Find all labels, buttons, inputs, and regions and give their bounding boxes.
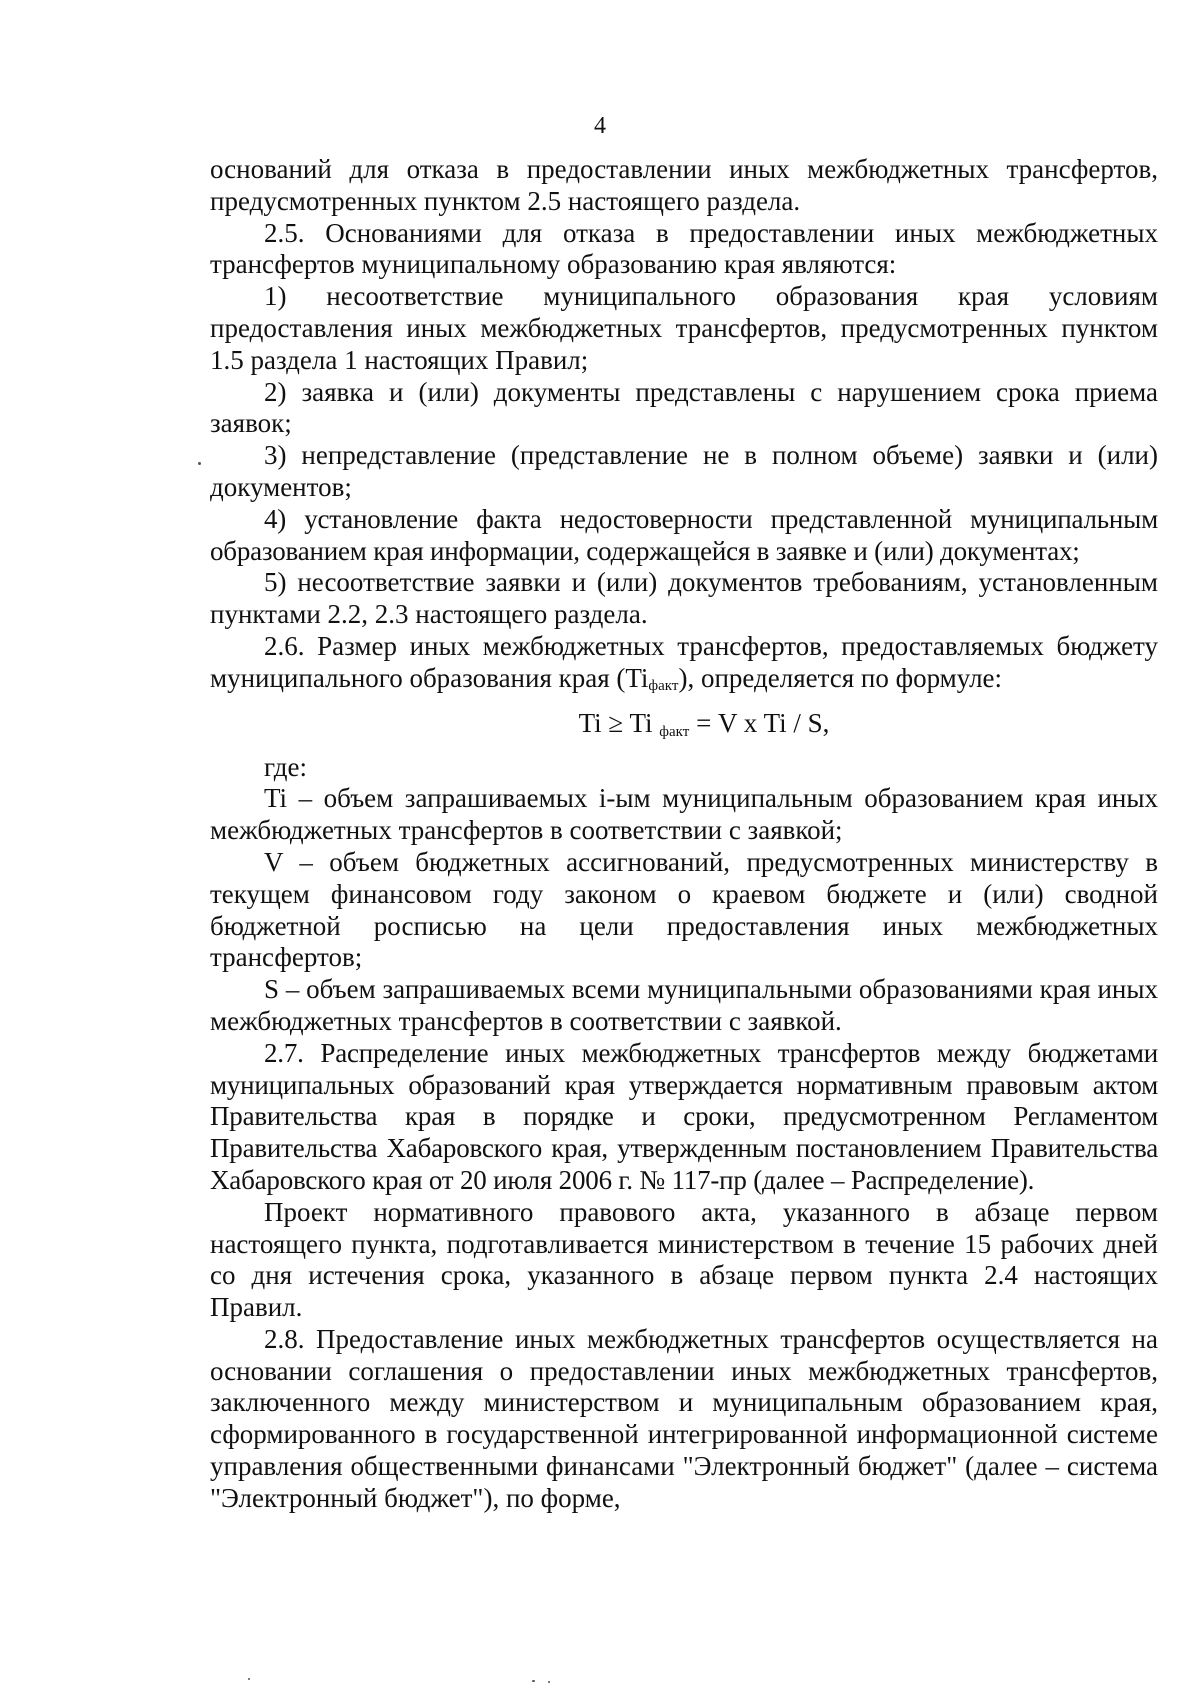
page-number: 4	[594, 113, 606, 139]
document-body	[210, 154, 1158, 1515]
paragraph-2-6-text-start: 2.6. Размер иных межбюджетных трансфертов, предоставляемых бюджету муниципального образования края (Ti	[210, 630, 1158, 693]
definition-ti: Ti – объем запрашиваемых i-ым муниципальным образованием края иных межбюджетных трансфертов в соответствии с заявкой;	[210, 783, 1158, 846]
list-item-2-5-3: 3) непредставление (представление не в полном объеме) заявки и (или) документов;	[210, 440, 1158, 502]
list-item-2-5-4: 4) установление факта недостоверности представленной муниципальным образованием края информации, содержащейся в заявке и (или) документах;	[210, 503, 1158, 566]
scan-speck	[548, 1681, 550, 1683]
formula-subscript: факт	[659, 723, 690, 740]
definition-v: V – объем бюджетных ассигнований, предусмотренных министерству в текущем финансовом году законом о краевом бюджете и (или) сводной бюджетной росписью на цели предоставления иных межбюджетных трансфертов;	[210, 846, 1158, 973]
list-item-2-5-5: 5) несоответствие заявки и (или) документов требованиям, установленным пунктами 2.2, 2.3 настоящего раздела.	[210, 567, 1158, 630]
paragraph-2-7-project: Проект нормативного правового акта, указанного в абзаце первом настоящего пункта, подготавливается министерством в течение 15 рабочих дней со дня истечения срока, указанного в абзаце первом пункта 2.4 настоящих Правил.	[210, 1196, 1158, 1323]
paragraph-2-7: 2.7. Распределение иных межбюджетных трансфертов между бюджетами муниципальных образований края утверждается нормативным правовым актом Правительства края в порядке и сроки, предусмотренном Регламентом Правительства Хабаровского края, утвержденным постановлением Правительства Хабаровского края от 20 июля 2006 г. № 117-пр (далее – Распределение).	[210, 1037, 1158, 1195]
scan-speck	[532, 1680, 535, 1682]
paragraph-2-6-text-end: ), определяется по формуле:	[678, 662, 1003, 693]
paragraph-2-8: 2.8. Предоставление иных межбюджетных трансфертов осуществляется на основании соглашения о предоставлении иных межбюджетных трансфертов, заключенного между министерством и муниципальным образованием края, сформированного в государственной интегрированной информационной системе управления общественными финансами "Электронный бюджет" (далее – система "Электронный бюджет"), по форме,	[210, 1323, 1158, 1513]
formula	[250, 706, 1158, 749]
paragraph-2-6	[210, 631, 1158, 703]
list-item-2-5-1: 1) несоответствие муниципального образования края условиям предоставления иных межбюджетных трансфертов, предусмотренных пунктом 1.5 раздела 1 настоящих Правил;	[210, 281, 1158, 375]
list-item-2-5-2: 2) заявка и (или) документы представлены с нарушением срока приема заявок;	[210, 376, 1158, 439]
paragraph-continuation: оснований для отказа в предоставлении иных межбюджетных трансфертов, предусмотренных пунктом 2.5 настоящего раздела.	[210, 154, 1158, 216]
definition-s: S – объем запрашиваемых всеми муниципальными образованиями края иных межбюджетных трансфертов в соответствии с заявкой.	[210, 974, 1158, 1036]
formula-left: Ti ≥ Ti	[578, 707, 653, 738]
paragraph-2-6-subscript: факт	[648, 677, 679, 694]
scan-speck	[248, 1678, 250, 1680]
formula-right: = V x Ti / S,	[689, 707, 830, 738]
scan-speck	[198, 462, 201, 465]
where-label: где:	[264, 751, 307, 782]
paragraph-2-5: 2.5. Основаниями для отказа в предоставлении иных межбюджетных трансфертов муниципальному образованию края являются:	[210, 217, 1158, 280]
